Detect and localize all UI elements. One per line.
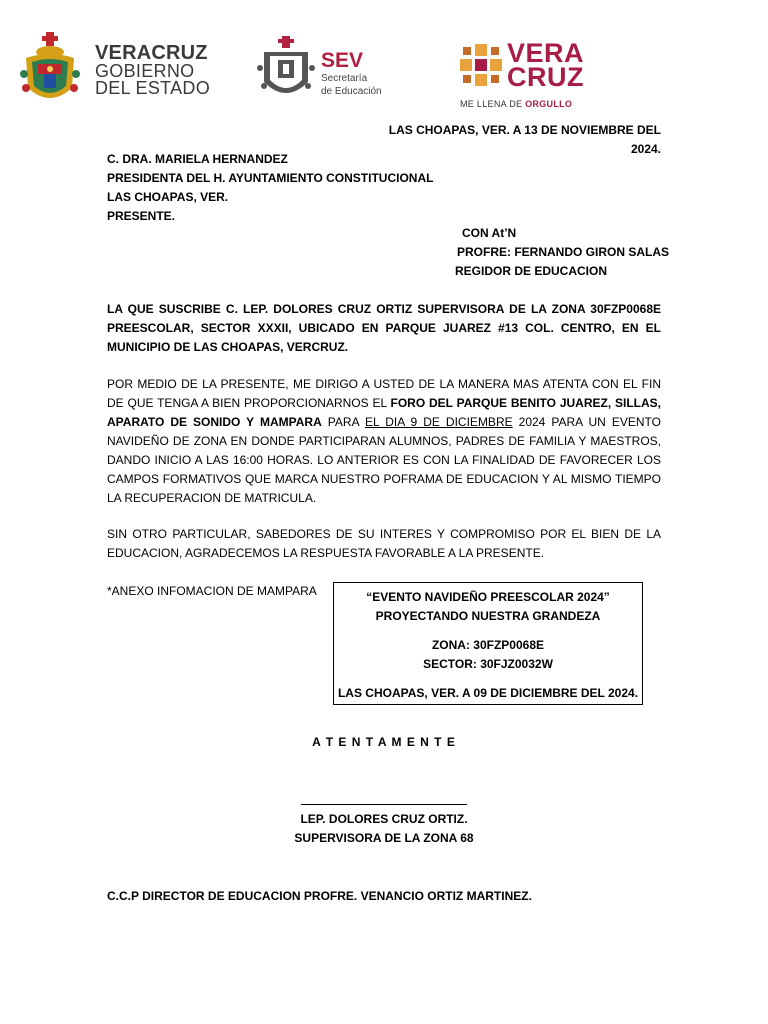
veracruz-orgullo-pattern-icon — [458, 42, 504, 88]
intro-paragraph: LA QUE SUSCRIBE C. LEP. DOLORES CRUZ ORTIZ SUPERVISORA DE LA ZONA 30FZP0068E PREESCOLAR, SECTOR XXXII, UBICADO EN PARQUE JUAREZ #13 COL. CENTRO, EN EL MUNICIPIO DE LAS CHOAPAS, VERCRUZ. — [107, 302, 661, 354]
logo-veracruz-line2: GOBIERNO — [95, 61, 195, 81]
recipient-line: PRESIDENTA DEL H. AYUNTAMIENTO CONSTITUCIONAL — [107, 171, 434, 185]
logo-sev-line2: Secretaría — [321, 73, 368, 84]
body-text: 2024 PARA UN EVENTO NAVIDEÑO DE ZONA EN DONDE PARTICIPARAN ALUMNOS, PADRES DE FAMILIA Y MAESTROS, DANDO INICIO A LAS 16:00 HORAS. LO ANTERIOR ES CON LA FINALIDAD DE FAVORECER LOS CAMPOS FORMATIVOS QUE MARCA NUESTRO POFRAMA DE EDUCACION Y AL MISMO TIEMPO LA RECUPERACION DE MATRICULA. — [107, 415, 661, 505]
logo-veracruz-tagline: ME LLENA DE ORGULLO — [460, 99, 573, 109]
mampara-line: SECTOR: 30FJZ0032W — [423, 657, 553, 671]
attention-block — [455, 224, 675, 281]
sev-emblem-icon — [256, 34, 316, 106]
attention-line: REGIDOR DE EDUCACION — [455, 264, 608, 278]
recipient-line: LAS CHOAPAS, VER. — [107, 190, 229, 204]
body-text: POR MEDIO DE LA PRESENTE, ME DIRIGO A USTED DE LA MANERA MAS ATENTA CON EL FIN DE QUE TENGA A BIEN PROPORCIONARNOS EL — [107, 377, 661, 410]
signature-block — [234, 810, 534, 848]
mampara-line: PROYECTANDO NUESTRA GRANDEZA — [375, 609, 601, 623]
veracruz-coat-of-arms-icon — [18, 30, 82, 110]
logo-veracruz-cruz: CRUZ — [507, 62, 584, 92]
logo-veracruz-line3: DEL ESTADO — [95, 78, 211, 98]
ccp-line: C.C.P DIRECTOR DE EDUCACION PROFRE. VENANCIO ORTIZ MARTINEZ. — [107, 889, 532, 903]
logo-sev-line3: de Educación — [321, 86, 382, 97]
annex-note: *ANEXO INFOMACION DE MAMPARA — [107, 584, 317, 598]
signature-name: LEP. DOLORES CRUZ ORTIZ. — [300, 812, 468, 826]
place-date: LAS CHOAPAS, VER. A 13 DE NOVIEMBRE DEL 2024. — [388, 123, 661, 156]
signature-title: SUPERVISORA DE LA ZONA 68 — [294, 831, 474, 845]
recipient-block — [107, 150, 507, 226]
recipient-line: C. DRA. MARIELA HERNANDEZ — [107, 152, 288, 166]
mampara-line: LAS CHOAPAS, VER. A 09 DE DICIEMBRE DEL 2024. — [337, 686, 639, 700]
body-bold-text: FORO DEL PARQUE BENITO JUAREZ, SILLAS, APARATO DE SONIDO Y MAMPARA — [107, 396, 661, 429]
attention-line: CON At’N — [462, 226, 517, 240]
attention-line: PROFRE: FERNANDO GIRON SALAS — [457, 245, 670, 259]
logo-veracruz-vera: VERA — [507, 38, 585, 68]
recipient-line: PRESENTE. — [107, 209, 176, 223]
logo-sev-title: SEV — [321, 49, 364, 72]
mampara-info-box — [333, 582, 643, 705]
body-underlined-date: EL DIA 9 DE DICIEMBRE — [364, 415, 513, 429]
mampara-line: “EVENTO NAVIDEÑO PREESCOLAR 2024” — [366, 590, 610, 604]
mampara-line: ZONA: 30FZP0068E — [431, 638, 545, 652]
closing-paragraph: SIN OTRO PARTICULAR, SABEDORES DE SU INTERES Y COMPROMISO POR EL BIEN DE LA EDUCACION, AGRADECEMOS LA RESPUESTA FAVORABLE A LA PRESENTE. — [107, 527, 661, 560]
signature-line — [301, 804, 467, 805]
body-text: PARA — [321, 415, 365, 429]
logo-veracruz-line1: VERACRUZ — [95, 42, 208, 64]
salutation: A T E N T A M E N T E — [312, 735, 456, 749]
body-paragraph — [107, 375, 661, 508]
